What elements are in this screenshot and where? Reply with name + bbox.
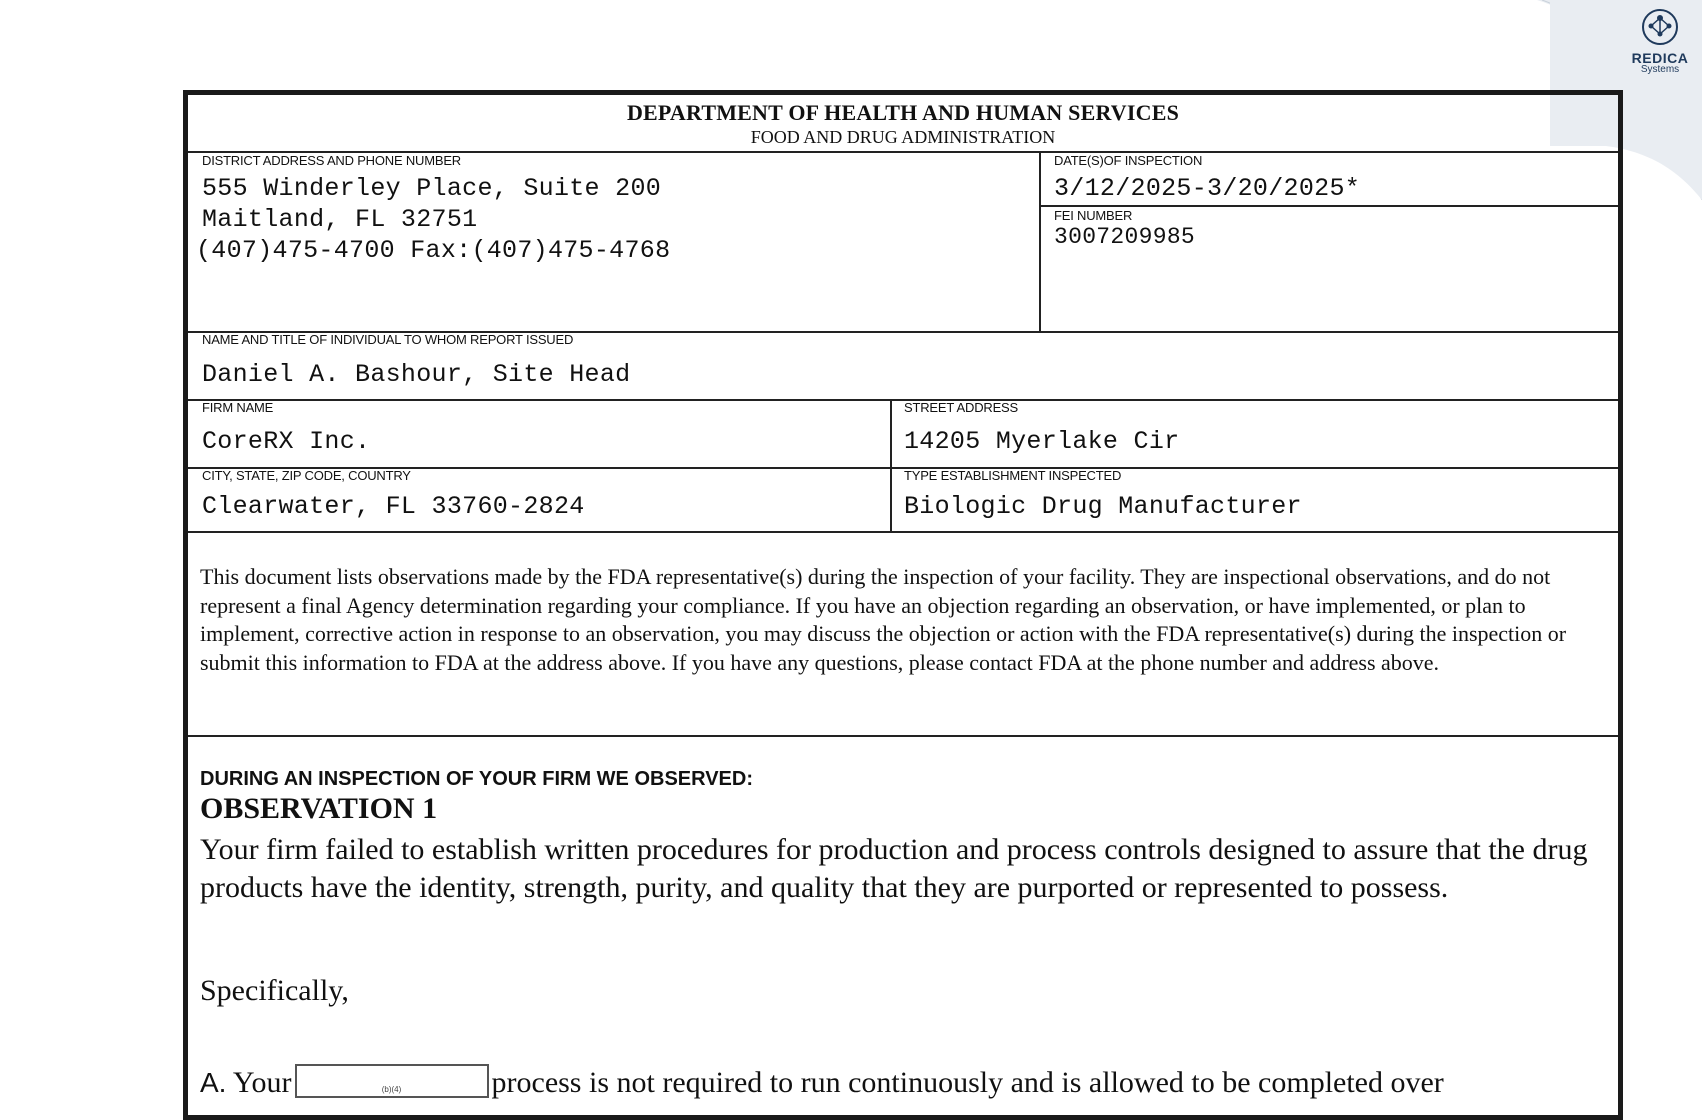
district-label: DISTRICT ADDRESS AND PHONE NUMBER xyxy=(202,153,461,168)
department-heading: DEPARTMENT OF HEALTH AND HUMAN SERVICES xyxy=(626,100,1180,125)
individual-label: NAME AND TITLE OF INDIVIDUAL TO WHOM REPORT ISSUED xyxy=(202,332,574,347)
city-label: CITY, STATE, ZIP CODE, COUNTRY xyxy=(202,468,411,483)
fei-value: 3007209985 xyxy=(1054,224,1196,250)
item-a-rest: process is not required to run continuously and is allowed to be completed over xyxy=(491,1066,1444,1099)
agency-heading: FOOD AND DRUG ADMINISTRATION xyxy=(750,127,1056,147)
street-address-value: 14205 Myerlake Cir xyxy=(904,427,1180,456)
specifically-text: Specifically, xyxy=(200,974,349,1007)
observation-text: Your firm failed to establish written procedures for production and process controls designed to assure that the drug products have the identity, strength, purity, and quality that they are purported or represented to possess. xyxy=(200,833,1588,904)
dates-value: 3/12/2025-3/20/2025* xyxy=(1054,174,1361,203)
establishment-type-label: TYPE ESTABLISHMENT INSPECTED xyxy=(904,468,1122,483)
establishment-type-value: Biologic Drug Manufacturer xyxy=(904,492,1302,521)
street-address-label: STREET ADDRESS xyxy=(904,400,1018,415)
fei-label: FEI NUMBER xyxy=(1054,208,1133,223)
district-address-line2: Maitland, FL 32751 xyxy=(202,205,478,234)
divider xyxy=(188,735,1618,737)
redaction-code: (b)(4) xyxy=(381,1085,402,1094)
firm-name-value: CoreRX Inc. xyxy=(202,427,371,456)
dates-label: DATE(S)OF INSPECTION xyxy=(1054,153,1203,168)
divider xyxy=(188,399,1618,401)
column-divider xyxy=(1039,151,1041,331)
divider xyxy=(1039,205,1618,207)
divider xyxy=(188,531,1618,533)
district-address-line1: 555 Winderley Place, Suite 200 xyxy=(202,174,662,203)
item-a-start: Your xyxy=(232,1066,292,1099)
firm-name-label: FIRM NAME xyxy=(202,400,274,415)
individual-value: Daniel A. Bashour, Site Head xyxy=(202,360,631,389)
observations-intro: DURING AN INSPECTION OF YOUR FIRM WE OBSERVED: xyxy=(200,768,753,790)
redica-logo-icon xyxy=(1639,8,1681,48)
observation-item-a xyxy=(200,1064,1444,1100)
item-letter: A. xyxy=(200,1067,227,1098)
column-divider xyxy=(890,399,892,531)
district-phone: (407)475-4700 Fax:(407)475-4768 xyxy=(196,236,671,265)
city-value: Clearwater, FL 33760-2824 xyxy=(202,492,585,521)
disclaimer-text: This document lists observations made by the FDA representative(s) during the inspection of your facility. They are inspectional observations, and do not represent a final Agency determination regarding your compliance. If you have an objection regarding an observation, or have implemented, or plan to implement, corrective action in response to an observation, you may discuss the objection or action with the FDA representative(s) during the inspection or submit this information to FDA at the address above. If you have any questions, please contact FDA at the phone number and address above. xyxy=(200,564,1567,675)
observation-title: OBSERVATION 1 xyxy=(200,792,438,825)
redaction-box xyxy=(295,1064,489,1098)
redica-logo-subtitle: Systems xyxy=(1640,64,1680,75)
fda-483-form xyxy=(183,90,1623,1120)
redica-logo-text: REDICA xyxy=(1631,50,1689,66)
